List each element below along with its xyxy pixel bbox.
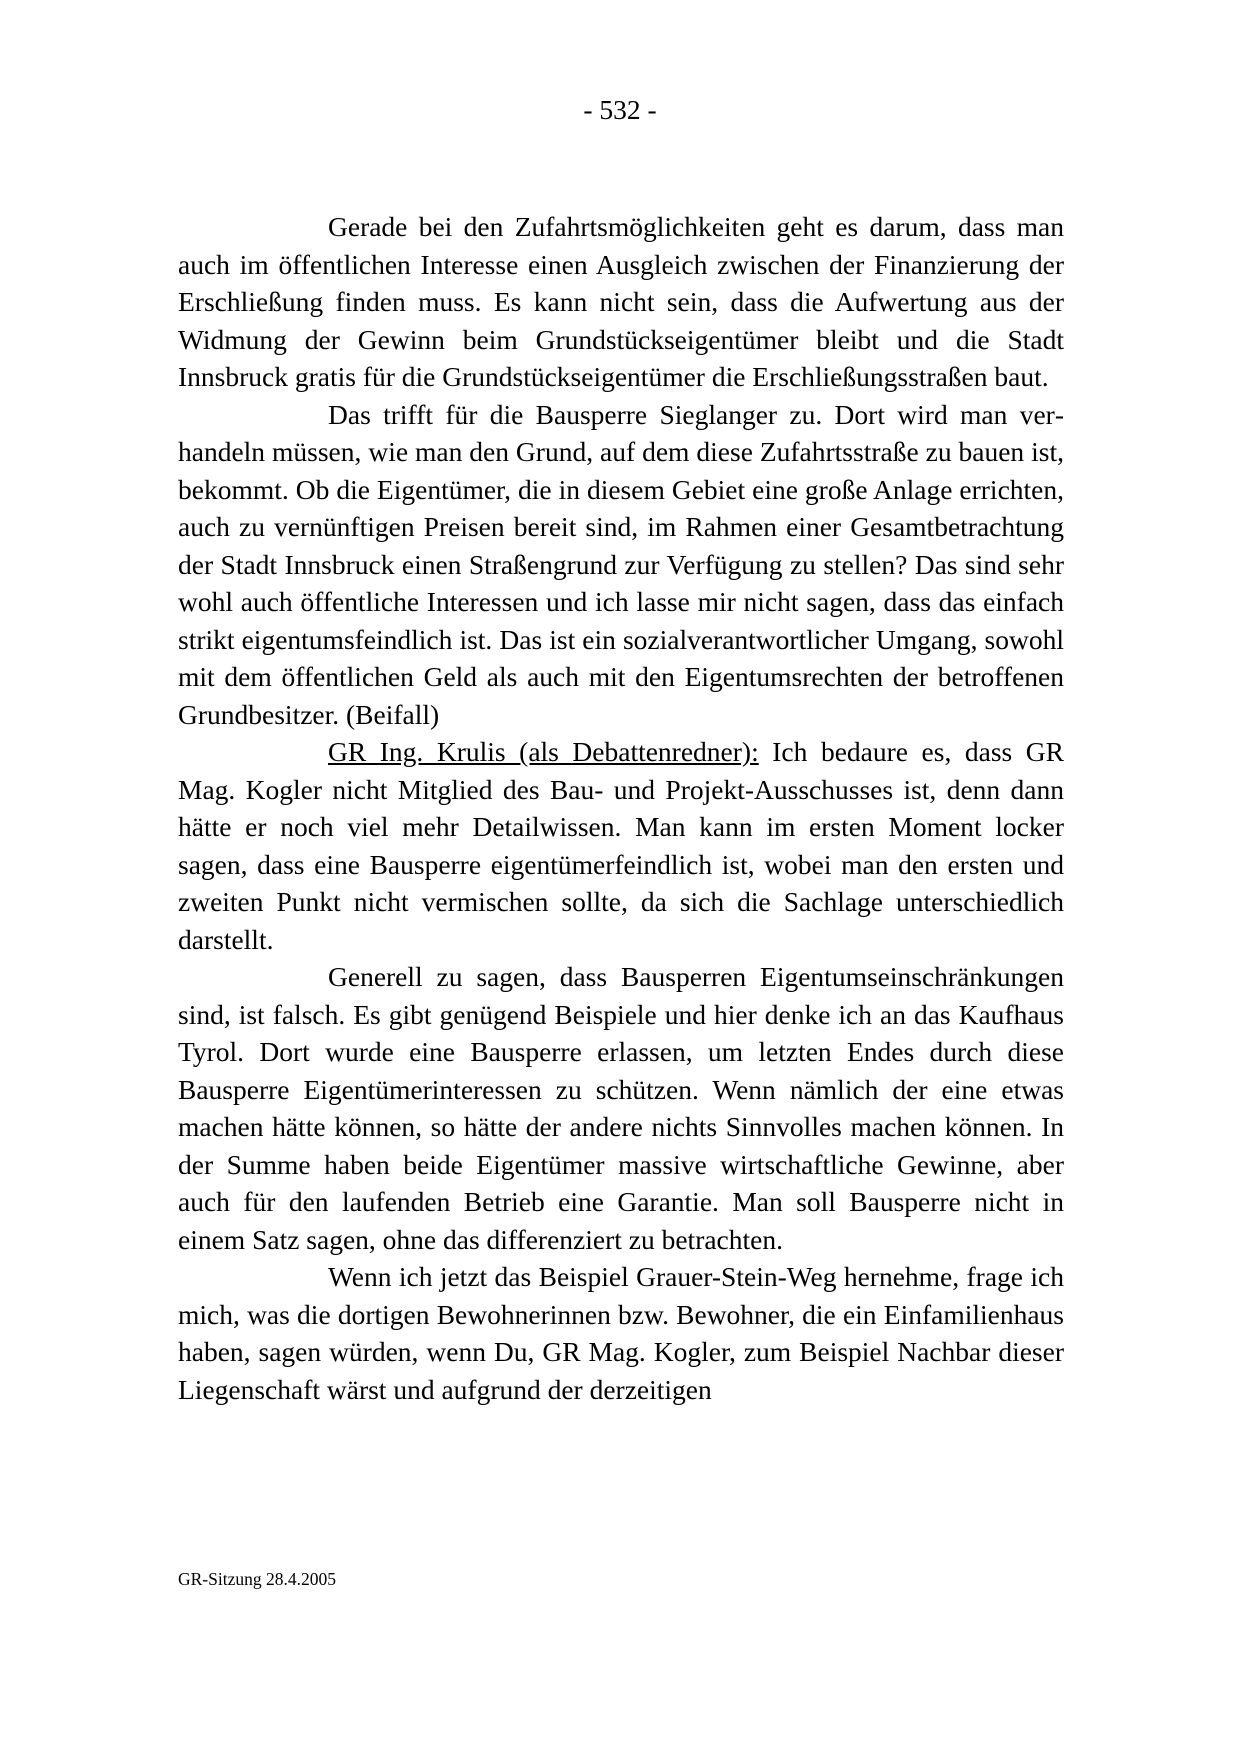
paragraph: Wenn ich jetzt das Beispiel Grauer-Stein-Weg hernehme, frage ich mich, was die dortigen Bewohnerinnen bzw. Bewohner, die ein Einfamilienhaus haben, sagen würden, wenn Du, GR Mag. Kogler, zum Beispiel Nachbar dieser Liegenschaft wärst und aufgrund der derzeitigen (178, 1261, 1064, 1405)
speaker-statement: Ich bedaure es, dass GR Mag. Kogler nicht Mitglied des Bau- und Projekt-Ausschusses ist, denn dann hätte er noch viel mehr Detailwissen. Man kann im ersten Moment locker sagen, dass eine Bausperre eigentümerfeindlich ist, wobei man den ersten und zweiten Punkt nicht vermischen sollte, da sich die Sachlage unterschiedlich darstellt. (178, 736, 1064, 955)
speaker-label: GR Ing. Krulis (als Debattenredner): (328, 736, 759, 767)
document-body (178, 208, 1064, 1408)
paragraph-speaker (178, 733, 1064, 958)
footer-session-date: GR-Sitzung 28.4.2005 (178, 1569, 336, 1589)
paragraph: Gerade bei den Zufahrtsmöglichkeiten geht es darum, dass man auch im öffentlichen Interesse einen Ausgleich zwischen der Finanzierung der Erschließung finden muss. Es kann nicht sein, dass die Aufwertung aus der Widmung der Gewinn beim Grundstückseigentümer bleibt und die Stadt Innsbruck gratis für die Grundstückseigentümer die Erschließungsstraßen baut. (178, 211, 1064, 392)
paragraph: Das trifft für die Bausperre Sieglanger zu. Dort wird man verhandeln müssen, wie man den Grund, auf dem diese Zufahrtsstraße zu bauen ist, bekommt. Ob die Eigentümer, die in diesem Gebiet eine große Anlage errichten, auch zu vernünftigen Preisen bereit sind, im Rahmen einer Gesamtbetrachtung der Stadt Innsbruck einen Straßengrund zur Verfügung zu stellen? Das sind sehr wohl auch öffentliche Interessen und ich lasse mir nicht sagen, dass das einfach strikt eigentumsfeindlich ist. Das ist ein sozialverantwortlicher Umgang, sowohl mit dem öffentlichen Geld als auch mit den Eigentumsrechten der betroffenen Grundbesitzer. (Beifall) (178, 398, 1064, 730)
page-number: - 532 - (583, 94, 657, 125)
paragraph: Generell zu sagen, dass Bausperren Eigentumseinschränkungen sind, ist falsch. Es gibt genügend Beispiele und hier denke ich an das Kaufhaus Tyrol. Dort wurde eine Bausperre erlassen, um letzten Endes durch diese Bausperre Eigentümerinteressen zu schützen. Wenn nämlich der eine etwas machen hätte können, so hätte der andere nichts Sinnvolles machen können. In der Summe haben beide Eigentümer massive wirtschaftliche Gewinne, aber auch für den laufenden Betrieb eine Garantie. Man soll Bausperre nicht in einem Satz sagen, ohne das differenziert zu betrachten. (178, 961, 1064, 1255)
